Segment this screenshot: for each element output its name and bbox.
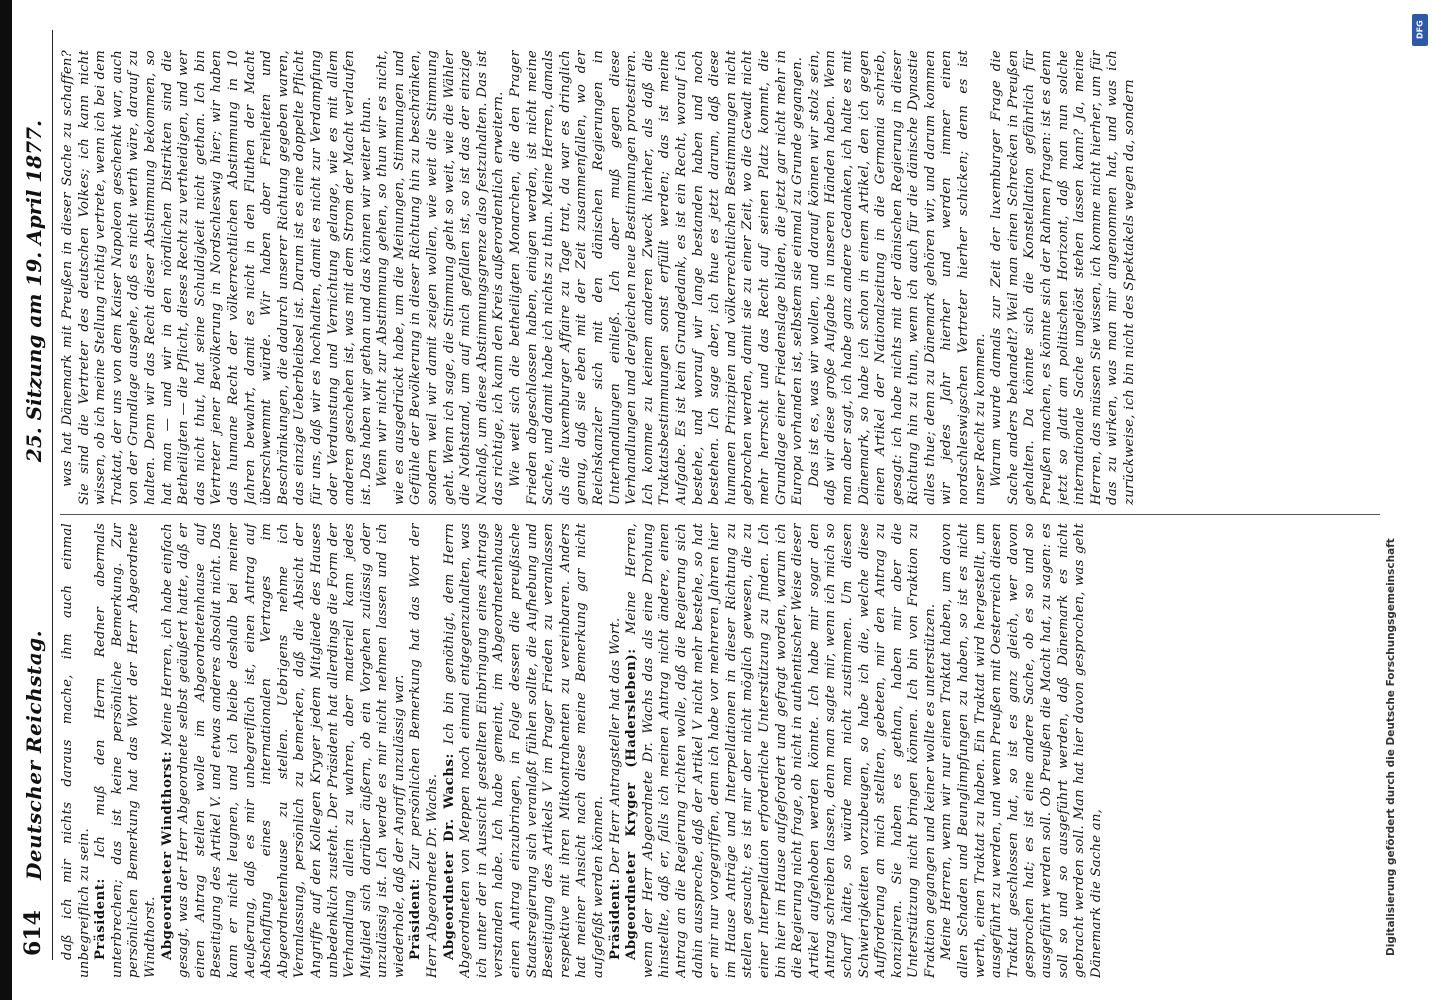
paragraph-text: Meine Herren, wenn wir nur einen Traktat haben, um davon allen Schaden und Beunglimpfungen zu haben, so ist es nicht werth, einen Traktat zu haben. Ein Traktat wird hergestellt, um ausgeführt zu werden, und wenn Preußen mit Oesterreich diesen Traktat geschlossen hat, so ist es ganz gleich, wer davon gesprochen hat; es ist eine andere Sache, ob es so und so ausgeführt werden soll. Ob Preußen die Macht hat, zu sagen: es soll so und so ausgeführt werden, daß Dänemark es nicht gebracht werden soll. Man hat hier davon gesprochen, was geht Dänemark die Sache an, bbox=[939, 523, 1104, 978]
session-title: 25. Sitzung am 19. April 1877. bbox=[22, 120, 46, 463]
paragraph bbox=[160, 523, 409, 978]
publication-title: Deutscher Reichstag. bbox=[22, 629, 46, 880]
dfg-logo: DFG bbox=[1412, 14, 1428, 46]
left-column bbox=[60, 523, 1390, 978]
right-column bbox=[60, 50, 1390, 505]
paragraph bbox=[807, 50, 990, 505]
speaker-name: Abgeordneter Kryger (Hadersleben): bbox=[624, 648, 640, 960]
paragraph-text: Wenn wir nicht zur Abstimmung gehen, so thun wir es nicht, wie es ausgedrückt habe, um die Meinungen, Stimmungen und Gefühle der Bevölkerung in dieser Richtung hin zu beschränken, sondern weil wir damit zeigen wollen, wie weit die Stimmung geht. Wenn ich sage, die Stimmung geht so weit, wie die Wähler die Nothstand, um auf mich gefallen ist, so ist das der einzige Nachlaß, um diese Abstimmungsgrenze also festzuhalten. Das ist das richtige, ich kann den Kreis außerordentlich erweitern. bbox=[375, 50, 507, 505]
paragraph bbox=[375, 50, 508, 505]
paragraph-text: Ich muß den Herrn Redner abermals unterbrechen; das ist keine persönliche Bemerkung. Zur persönlichen Bemerkung hat das Wort der Herr Abgeordnete Windthorst. bbox=[93, 523, 158, 978]
speaker-name: Präsident: bbox=[607, 877, 623, 960]
paragraph bbox=[93, 523, 159, 978]
paragraph bbox=[60, 50, 375, 505]
paragraph bbox=[508, 50, 807, 505]
column-rule bbox=[60, 514, 1380, 515]
page-header bbox=[18, 30, 53, 960]
paragraph-text: Wie weit sich die betheiligten Monarchen, die den Prager Frieden abgeschlossen haben, einigen werden, ist nicht meine Sache, und damit habe ich nichts zu thun. Meine Herren, damals als die luxemburger Affaire zu Tage trat, da war es dringlich genug, daß sie eben mit der Zeit zusammenfallen, wo der Reichskanzler sich mit den dänischen Regierungen in Unterhandlungen einließ. Ich aber muß gegen diese Verhandlungen und dergleichen neue Bestimmungen protestiren. Ich komme zu keinem anderen Zweck hierher, als daß die Traktatsbestimmungen sonst erfüllt werden; das ist meine Aufgabe. Es ist kein Grundgedank, es ist ein Recht, worauf ich bestehe, und worauf wir lange bestanden haben und noch bestehen. Ich sage aber, ich thue es jetzt darum, daß diese humanen Prinzipien und völkerrechtlichen Bestimmungen nicht gebrochen werden, damit sie zu einer Zeit, wo die Gewalt nicht mehr herrscht und das Recht auf seinen Platz kommt, die Grundlage einer Friedenslage bilden, die jetzt gar nicht mehr in Europa vorhanden ist, selbstem sie einmal zu Grunde gegangen. bbox=[508, 50, 806, 505]
paragraph bbox=[624, 523, 939, 978]
paragraph-text: Ich bin genöthigt, dem Herrn Abgeordneten von Meppen noch einmal entgegenzuhalten, was ich unter der in Aussicht gestellten Einbringung eines Antrags verstanden habe. Ich habe gemeint, im Abgeordnetenhause einen Antrag einzubringen, in Folge dessen die preußische Staatsregierung sich veranlaßt fühlen sollte, die Aufhebung und Beseitigung des Artikels V im Prager Frieden zu veranlassen respektive mit ihren Mitkontrahenten zu vereinbaren. Anders hat meiner Ansicht nach diese meine Bemerkung gar nicht aufgefaßt werden können. bbox=[441, 523, 606, 978]
paragraph bbox=[989, 50, 1138, 505]
digitization-footer bbox=[1385, 6, 1403, 996]
paragraph bbox=[939, 523, 1105, 978]
page-number: 614 bbox=[20, 910, 46, 956]
paragraph-text: Zur persönlichen Bemerkung hat das Wort der Herr Abgeordnete Dr. Wachs. bbox=[408, 523, 441, 978]
paragraph bbox=[442, 523, 608, 978]
paragraph bbox=[608, 523, 625, 978]
speaker-name: Präsident: bbox=[93, 877, 109, 960]
paragraph bbox=[60, 523, 93, 978]
speaker-name: Präsident: bbox=[408, 877, 424, 960]
paragraph-text: Warum wurde damals zur Zeit der luxemburger Frage die Sache anders behandelt? Weil man einen Schrecken in Preußen gehalten. Da könnte sich die Konstellation gefährlich für Preußen machen, es könnte sich der Rahmen fragen: ist es denn jetzt so glatt am politischen Horizont, daß man nun solche internationale Sache ungelöst stehen lassen kann? Ja, meine Herren, das müssen Sie wissen, ich komme nicht hierher, um für das zu wirken, was man mir angenommen hat, und was ich zurückweise, ich bin nicht des Spektakels wegen da, sondern bbox=[989, 50, 1137, 505]
paragraph-text: Meine Herren, wenn der Herr Abgeordnete Dr. Wachs das als eine Drohung hinstellte, daß er, falls ich meinen Antrag nicht ändere, einen Antrag an die Regierung richten wolle, daß die Regierung sich dahin ausspreche, daß der Artikel V nicht mehr bestehe, so hat er mir nur vorgegriffen, denn ich habe vor mehreren Jahren hier im Hause Anträge und Interpellationen in dieser Richtung zu stellen gesucht; es ist mir aber nicht möglich gewesen, die zu einer Interpellation erforderliche Unterstützung zu finden. Ich bin hier im Hause aufgefordert und gefragt worden, warum ich die Regierung nicht frage, ob nicht in authentischer Weise dieser Artikel aufgehoben werden könnte. Ich habe mir sogar den Antrag schreiben lassen, denn man sagte mir, wenn ich mich so scharf hätte, so würde man nicht zustimmen. Um diesen Schwierigkeiten vorzubeugen, so habe ich die, welche diese Aufforderung an mich stellten, gebeten, mir den Antrag zu konzipiren. Sie haben es gethan, haben mir aber die Unterstützung nicht bringen können. Ich bin von Fraktion zu Fraktion gegangen und keiner wollte es unterstützen. bbox=[624, 523, 938, 978]
paragraph-text: Meine Herren, ich habe einfach gesagt, was der Herr Abgeordnete selbst geäußert hatte, daß er einen Antrag stellen wolle im Abgeordnetenhause auf Beseitigung des Artikel V. und etwas anderes absolut nicht. Das kann er nicht leugnen, und ich bleibe deshalb bei meiner Aeußerung, daß es mir unbegreiflich ist, einen Antrag auf Abschaffung eines internationalen Vertrages im Abgeordnetenhause zu stellen. Uebrigens nehme ich Veranlassung, persönlich zu bemerken, daß die Absicht der Angriffe auf den Kollegen Kryger jedem Mitgliede des Hauses unbedenklich zusteht. Der Präsident hat allerdings die Form der Verhandlung allein zu wahren, aber materiell kann jedes Mitglied sich darüber äußern, ob ein Vorgehen zulässig oder unzulässig ist. Ich werde es mir nicht nehmen lassen und ich wiederhole, daß der Angriff unzulässig war. bbox=[159, 523, 407, 978]
paragraph-text: Das ist es, was wir wollen, und darauf können wir stolz sein, daß wir diese große Aufgabe in unseren Händen haben. Wenn man aber sagt, ich habe ganz andere Gedanken, ich halte es mit Dänemark, so habe ich schon in einem Artikel, den ich gegen einen Artikel der Nationalzeitung in die Germania schrieb, gesagt: ich habe nichts mit der dänischen Regierung in dieser Richtung hin zu thun, wenn ich auch für die dänische Dynastie alles thue; denn zu Dänemark gehören wir, und darum kommen wir jedes Jahr hierher und werden immer einen nordschleswigschen Vertreter hierher schicken; denn es ist unser Recht zu kommen. bbox=[806, 50, 988, 505]
paragraph bbox=[408, 523, 441, 978]
paragraph-text: was hat Dänemark mit Preußen in dieser Sache zu schaffen? Sie sind die Vertreter des deutschen Volkes; ich kann nicht wissen, ob ich meine Stellung richtig vertrete, wenn ich bei dem Traktat, der uns von dem Kaiser Napoleon geschenkt war, auch von der Grundlage ausgehe, daß es nicht werth wäre, darauf zu halten. Denn wir das Recht dieser Abstimmung bekommen, so hat man — und wir in den nördlichen Distrikten sind die Betheiligten — die Pflicht, dieses Recht zu vertheidigen, und wer das nicht thut, hat seine Schuldigkeit nicht gethan. Ich bin Vertreter jener Bevölkerung in Nordschleswig hier; wir haben das humane Recht der völkerrechtlichen Abstimmung in 10 Jahren bewahrt, damit es nicht in den Fluthen der Macht überschwemmt würde. Wir haben aber Freiheiten und Beschränkungen, die dadurch unserer Richtung gegeben waren, das einzige Ueberbleibsel ist. Darum ist es eine doppelte Pflicht für uns, daß wir es hochhalten, damit es nicht zur Verdampfung oder Verdunstung und Vernichtung gelange, wie es mit allem anderen geschehen ist, was mit dem Strom der Macht verlaufen ist. Das haben wir gethan und das können wir weiter thun. bbox=[60, 50, 374, 505]
speaker-name: Abgeordneter Dr. Wachs: bbox=[441, 753, 457, 960]
digitization-credit: Digitalisierung gefördert durch die Deutsche Forschungsgemeinschaft bbox=[1385, 538, 1397, 956]
scan-edge-bar bbox=[0, 0, 12, 1000]
speaker-name: Abgeordneter Windthorst: bbox=[159, 750, 175, 960]
paragraph-text: Der Herr Antragsteller hat das Wort. bbox=[607, 617, 623, 874]
paragraph-text: daß ich mir nichts daraus mache, ihm auch einmal unbegreiflich zu sein. bbox=[60, 523, 92, 978]
